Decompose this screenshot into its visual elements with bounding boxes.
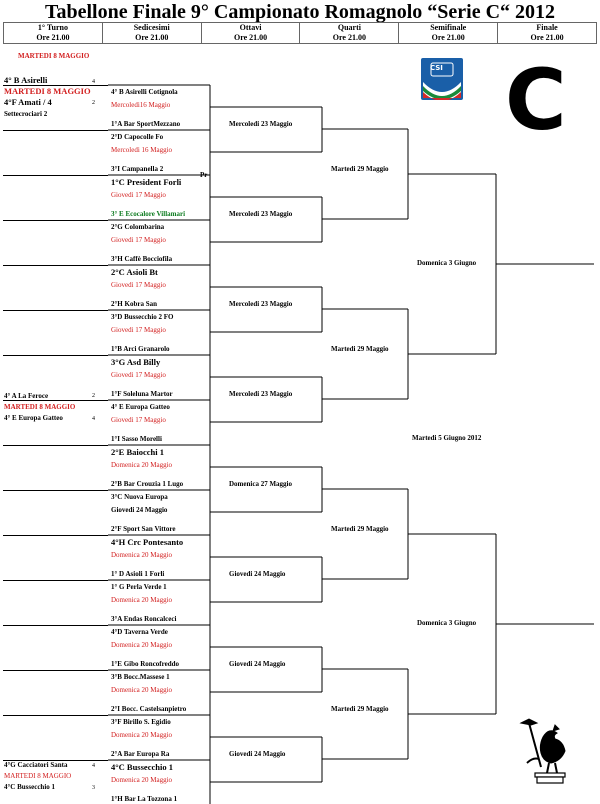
- sedicesimi-date: Domenica 20 Maggio: [111, 641, 173, 649]
- match-date: MARTEDI 8 MAGGIO: [4, 403, 76, 411]
- round-time: Ore 21.00: [530, 33, 564, 42]
- sedicesimi-date: Mercoledi16 Maggio: [111, 101, 171, 109]
- quarti-date: Martedi 29 Maggio: [331, 345, 389, 353]
- sedicesimi-date: Domenica 20 Maggio: [111, 596, 173, 604]
- sedicesimi-team: 4°H Crc Pontesanto: [111, 537, 184, 547]
- first-round-team: 4°G Cacciatori Santa: [4, 761, 68, 769]
- round-name: 1° Turno: [37, 23, 68, 32]
- sedicesimi-team: 2°F Sport San Vittore: [111, 525, 176, 533]
- sedicesimi-date: Domenica 20 Maggio: [111, 551, 173, 559]
- sedicesimi-date: Giovedi 17 Maggio: [111, 371, 166, 379]
- score: 2: [92, 393, 95, 399]
- quarti-date: Martedi 29 Maggio: [331, 525, 389, 533]
- round-name: Ottavi: [239, 23, 262, 32]
- rooster-icon: [513, 717, 571, 787]
- score: 3: [92, 785, 95, 791]
- sedicesimi-date: Giovedi 24 Maggio: [111, 506, 168, 514]
- round-name: Quarti: [337, 23, 361, 32]
- round-name: Finale: [536, 23, 558, 32]
- round-name: Sedicesimi: [133, 23, 170, 32]
- sedicesimi-team: 3°F Birillo S. Egidio: [111, 718, 171, 726]
- sedicesimi-team: 4° E Europa Gatteo: [111, 403, 170, 411]
- quarti-date: Martedi 29 Maggio: [331, 705, 389, 713]
- semi-date: Domenica 3 Giugno: [417, 259, 477, 267]
- first-round-team: 4°C Bussecchio 1: [4, 783, 56, 791]
- ottavi-date: Mercoledi 23 Maggio: [229, 299, 293, 308]
- round-name: Semifinale: [430, 23, 467, 32]
- sedicesimi-team: 2°G Colombarina: [111, 223, 165, 231]
- sedicesimi-team: 4°D Taverna Verde: [111, 628, 168, 636]
- ottavi-date: Mercoledi 23 Maggio: [229, 119, 293, 128]
- sedicesimi-date: Domenica 20 Maggio: [111, 461, 173, 469]
- sedicesimi-team: 3°D Bussecchio 2 FO: [111, 313, 174, 321]
- sedicesimi-team: 3° E Ecocalore Villamari: [111, 210, 186, 218]
- sedicesimi-date: Giovedi 17 Maggio: [111, 281, 166, 289]
- match-date: MARTEDI 8 MAGGIO: [4, 772, 72, 780]
- first-round-team: 4° B Asirelli: [4, 75, 48, 85]
- sedicesimi-date: Giovedi 17 Maggio: [111, 236, 166, 244]
- sedicesimi-date: Giovedi 17 Maggio: [111, 326, 166, 334]
- sedicesimi-date: Giovedi 17 Maggio: [111, 191, 166, 199]
- sedicesimi-team: 2°H Kobra San: [111, 300, 157, 308]
- sedicesimi-date: Domenica 20 Maggio: [111, 686, 173, 694]
- score: 4: [92, 416, 95, 422]
- round-time: Ore 21.00: [233, 33, 268, 42]
- sedicesimi-date: Domenica 20 Maggio: [111, 731, 173, 739]
- score: 2: [92, 100, 95, 106]
- sedicesimi-team: 4°C Bussecchio 1: [111, 762, 173, 772]
- ottavi-date: Domenica 27 Maggio: [229, 479, 292, 488]
- sedicesimi-team: 2°E Baiocchi 1: [111, 447, 164, 457]
- serie-letter: C: [505, 51, 567, 149]
- ottavi-date: Giovedi 24 Maggio: [229, 749, 286, 758]
- logo-text: CSI: [430, 64, 443, 72]
- round-time: Ore 21.00: [135, 33, 169, 42]
- sedicesimi-team: 3°B Bocc.Massese 1: [111, 673, 170, 681]
- sedicesimi-team: 1° D Asioli 1 Forli: [111, 570, 165, 578]
- round-time: Ore 21.00: [36, 33, 70, 42]
- sedicesimi-team: 3°G Asd Billy: [111, 357, 161, 367]
- ottavi-date: Giovedi 24 Maggio: [229, 569, 286, 578]
- sedicesimi-team: 2°A Bar Europa Ra: [111, 750, 170, 758]
- sedicesimi-team: 1°F Soleluna Martor: [111, 390, 173, 398]
- round-time: Ore 21.00: [332, 33, 366, 42]
- round-time: Ore 21.00: [431, 33, 465, 42]
- sedicesimi-date: Domenica 20 Maggio: [111, 776, 173, 784]
- sedicesimi-team: 1°I Sasso Morelli: [111, 435, 162, 443]
- sedicesimi-team: 3°A Endas Roncalceci: [111, 615, 177, 623]
- score: 4: [92, 79, 95, 85]
- sedicesimi-team: 3°C Nuova Europa: [111, 493, 168, 501]
- ottavi-date: Mercoledi 23 Maggio: [229, 389, 293, 398]
- sedicesimi-note: Pr: [200, 171, 208, 179]
- sedicesimi-team: 4° B Asirelli Cotignola: [111, 88, 178, 96]
- sedicesimi-team: 2°I Bocc. Castelsanpietro: [111, 705, 187, 713]
- first-round-team: 4° A La Feroce: [4, 392, 49, 400]
- sedicesimi-team: 1°A Bar SportMezzano: [111, 120, 181, 128]
- first-round-team-cont: Settecrociari 2: [4, 110, 48, 118]
- sedicesimi-team: 3°I Campanella 2: [111, 165, 164, 173]
- quarti-date: Martedi 29 Maggio: [331, 165, 389, 173]
- sedicesimi-team: 1° G Perla Verde 1: [111, 583, 167, 591]
- sedicesimi-team: 1°C President Forli: [111, 177, 182, 187]
- ottavi-date: Giovedi 24 Maggio: [229, 659, 286, 668]
- page-title: Tabellone Finale 9° Campionato Romagnolo “Serie C“ 2012: [44, 1, 556, 23]
- score: 4: [92, 763, 95, 769]
- sedicesimi-date: Mercoledi 16 Maggio: [111, 146, 173, 154]
- sedicesimi-team: 2°C Asioli Bt: [111, 267, 158, 277]
- first-round-date: MARTEDI 8 MAGGIO: [18, 52, 90, 60]
- final-date: Martedi 5 Giugno 2012: [412, 434, 482, 442]
- sedicesimi-team: 3°H Caffè Bocciofila: [111, 255, 173, 263]
- sedicesimi-team: 1°B Arci Granarolo: [111, 345, 170, 353]
- match-date: MARTEDI 8 MAGGIO: [4, 86, 91, 96]
- sedicesimi-team: 2°D Capocolle Fo: [111, 133, 164, 141]
- sedicesimi-date: Giovedi 17 Maggio: [111, 416, 166, 424]
- semi-date: Domenica 3 Giugno: [417, 619, 477, 627]
- sedicesimi-team: 2°B Bar Crouzia 1 Lugo: [111, 480, 184, 488]
- first-round-team: 4°F Amati / 4: [4, 97, 52, 107]
- first-round-team: 4° E Europa Gatteo: [4, 414, 63, 422]
- ottavi-date: Mercoledi 23 Maggio: [229, 209, 293, 218]
- sedicesimi-team: 1°E Gibo Roncofreddo: [111, 660, 180, 668]
- sedicesimi-team: 1°H Bar La Tozzona 1: [111, 795, 178, 803]
